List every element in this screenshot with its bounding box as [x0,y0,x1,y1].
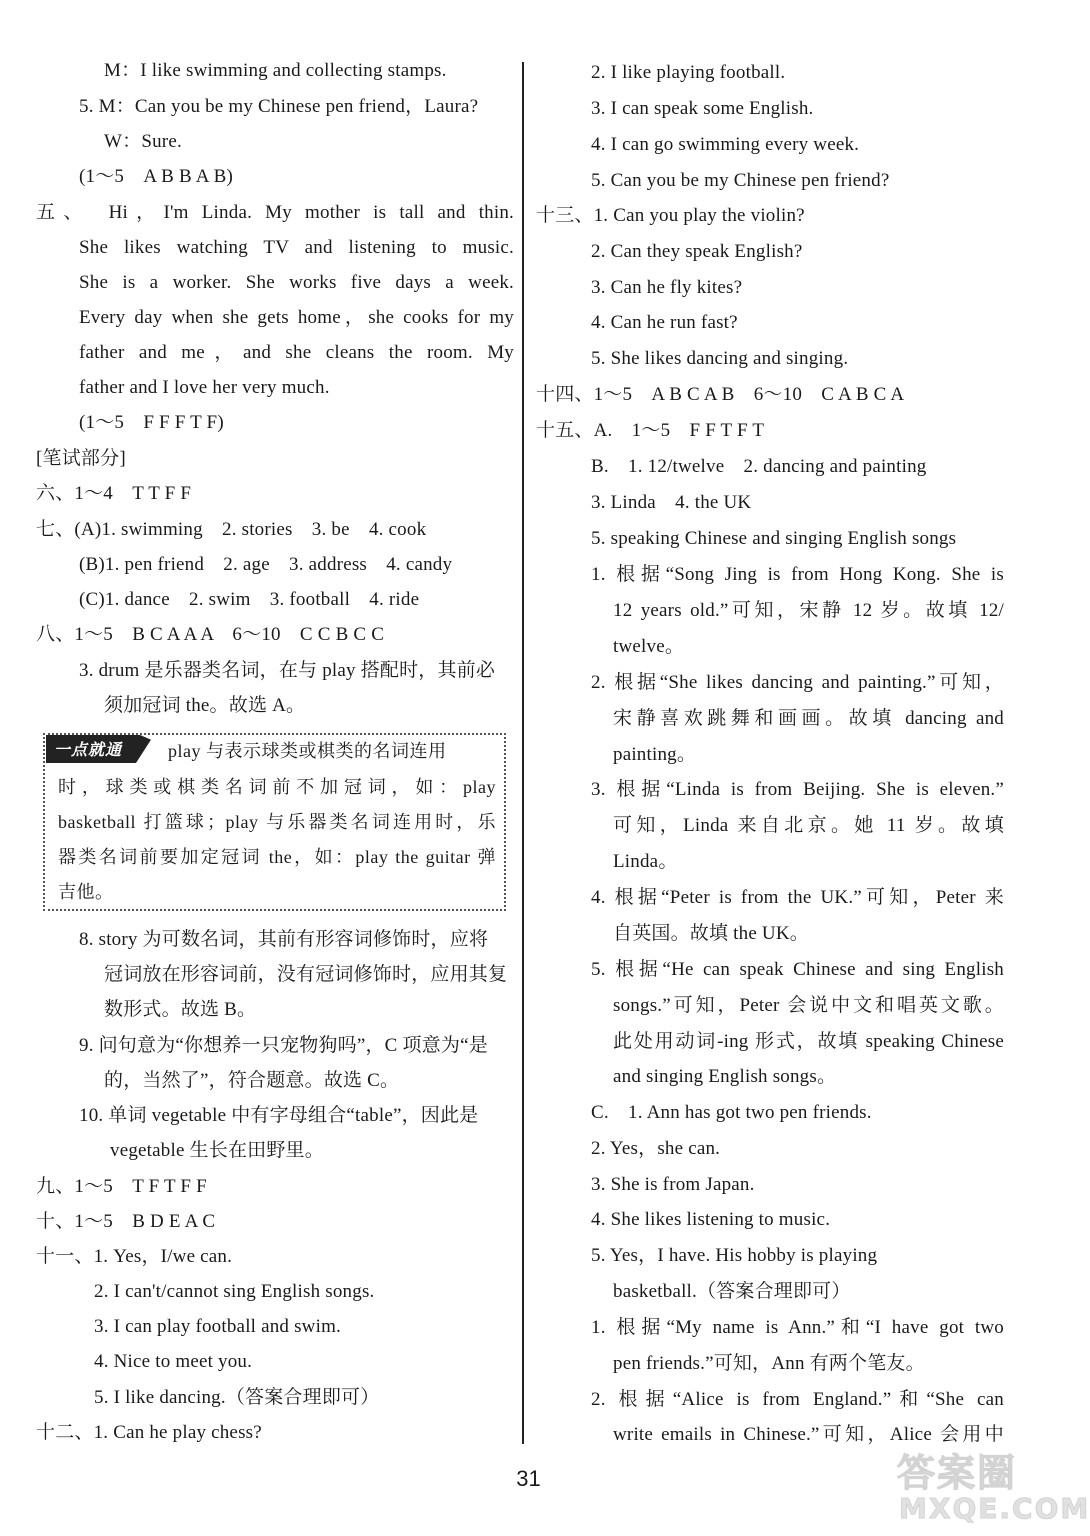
text-line: 1. 根据“Song Jing is from Hong Kong. She is [591,564,1004,585]
text-line: 4. She likes listening to music. [591,1209,831,1230]
text-line: (B)1. pen friend 2. age 3. address 4. candy [79,554,453,575]
tip-line: basketball 打篮球；play 与乐器类名词连用时，乐 [58,812,496,832]
text-line: Linda。 [613,851,678,872]
tip-line: 时，球类或棋类名词前不加冠词，如：play [58,777,496,797]
watermark-top-text: 答案圈 [897,1451,1018,1495]
text-line: 4. I can go swimming every week. [591,134,860,155]
text-line: 九、1～5 T F T F F [36,1176,207,1197]
text-line: 的，当然了”，符合题意。故选 C。 [104,1070,400,1091]
text-line: 七、(A)1. swimming 2. stories 3. be 4. cook [36,519,427,540]
text-line: 12 years old.”可知，宋静 12 岁。故填 12/ [613,600,1004,621]
text-line: 宋静喜欢跳舞和画画。故填 dancing and [613,708,1004,729]
text-line: 可知，Linda 来自北京。她 11 岁。故填 [613,815,1004,836]
text-line: pen friends.”可知，Ann 有两个笔友。 [613,1353,925,1374]
text-line: 2. Can they speak English? [591,241,803,262]
text-line: 十三、1. Can you play the violin? [536,205,805,226]
text-line: 3. 根据“Linda is from Beijing. She is eleven.” [591,779,1004,800]
text-line: 自英国。故填 the UK。 [613,923,809,944]
text-line: 3. drum 是乐器类名词，在与 play 搭配时，其前必 [79,660,496,681]
text-line: 4. Can he run fast? [591,312,738,333]
text-line: 3. Linda 4. the UK [591,492,752,513]
text-line: (C)1. dance 2. swim 3. football 4. ride [79,589,420,610]
text-line: 2. Yes，she can. [591,1138,721,1159]
page-number: 31 [516,1466,541,1491]
text-line: father and me，and she cleans the room. My [79,342,514,363]
tip-badge-label: 一点就通 [54,740,123,759]
text-line: 3. I can speak some English. [591,98,814,119]
text-line: M：I like swimming and collecting stamps. [104,60,447,81]
text-line: painting。 [613,744,697,765]
text-line: 5. 根据“He can speak Chinese and sing English [591,959,1004,980]
tip-line: play 与表示球类或棋类的名词连用 [168,741,447,761]
text-line: 1. 根据“My name is Ann.”和“I have got two [591,1317,1004,1338]
text-line: basketball.（答案合理即可） [613,1281,851,1302]
text-line: 5. Yes，I have. His hobby is playing [591,1245,878,1266]
text-line: Every day when she gets home，she cooks for my [79,307,514,328]
text-line: 冠词放在形容词前，没有冠词修饰时，应用其复 [104,964,508,985]
text-line: 十、1～5 B D E A C [36,1211,216,1232]
text-line: 十一、1. Yes，I/we can. [36,1246,233,1267]
watermark-bottom-text: MXQE.COM [899,1492,1090,1525]
text-line: 数形式。故选 B。 [104,999,257,1020]
text-line: father and I love her very much. [79,377,330,398]
text-line: 5. Can you be my Chinese pen friend? [591,170,890,191]
text-line: 五、 Hi，I'm Linda. My mother is tall and thin. [36,202,514,223]
text-line: 2. 根据“She likes dancing and painting.”可知， [591,672,1004,693]
text-line: 3. Can he fly kites? [591,277,743,298]
text-line: 3. She is from Japan. [591,1174,755,1195]
text-line: songs.”可知，Peter 会说中文和唱英文歌。 [613,995,1004,1016]
watermark-logo [893,1442,1090,1532]
column-divider [522,62,524,1444]
text-line: 5. She likes dancing and singing. [591,348,849,369]
text-line: twelve。 [613,636,685,657]
text-line: C. 1. Ann has got two pen friends. [591,1102,872,1123]
text-line: B. 1. 12/twelve 2. dancing and painting [591,456,927,477]
text-line: (1～5 F F F T F) [79,412,224,433]
text-line: 4. 根据“Peter is from the UK.”可知，Peter 来 [591,887,1004,908]
text-line: 十二、1. Can he play chess? [36,1422,262,1443]
text-line: 须加冠词 the。故选 A。 [104,695,306,716]
text-line: and singing English songs。 [613,1066,837,1087]
text-line: 10. 单词 vegetable 中有字母组合“table”，因此是 [79,1105,479,1126]
text-line: 3. I can play football and swim. [94,1316,342,1337]
tip-line: 吉他。 [58,882,114,902]
text-line: She likes watching TV and listening to music. [79,237,514,258]
text-line: W：Sure. [104,131,182,152]
tip-badge [46,735,154,763]
text-line: 2. 根据“Alice is from England.”和“She can [591,1389,1004,1410]
section-heading: [笔试部分] [36,448,126,469]
text-line: 八、1～5 B C A A A 6～10 C C B C C [36,624,385,645]
text-line: 2. I like playing football. [591,62,786,83]
text-line: 此处用动词-ing 形式，故填 speaking Chinese [613,1031,1004,1052]
text-line: 9. 问句意为“你想养一只宠物狗吗”，C 项意为“是 [79,1035,488,1056]
tip-line: 器类名词前要加定冠词 the，如：play the guitar 弹 [58,847,496,867]
text-line: 5. I like dancing.（答案合理即可） [94,1387,380,1408]
text-line: 5. M：Can you be my Chinese pen friend，Laura? [79,96,479,117]
text-line: 六、1～4 T T F F [36,483,192,504]
text-line: 十五、A. 1～5 F F T F T [536,420,765,441]
text-line: She is a worker. She works five days a week. [79,272,514,293]
text-line: 十四、1～5 A B C A B 6～10 C A B C A [536,384,905,405]
text-line: 2. I can't/cannot sing English songs. [94,1281,375,1302]
text-line: 4. Nice to meet you. [94,1351,253,1372]
text-line: write emails in Chinese.”可知，Alice 会用中 [613,1424,1004,1445]
text-line: 5. speaking Chinese and singing English songs [591,528,957,549]
text-line: vegetable 生长在田野里。 [110,1140,324,1161]
text-line: (1～5 A B B A B) [79,166,233,187]
text-line: 8. story 为可数名词，其前有形容词修饰时，应将 [79,929,489,950]
